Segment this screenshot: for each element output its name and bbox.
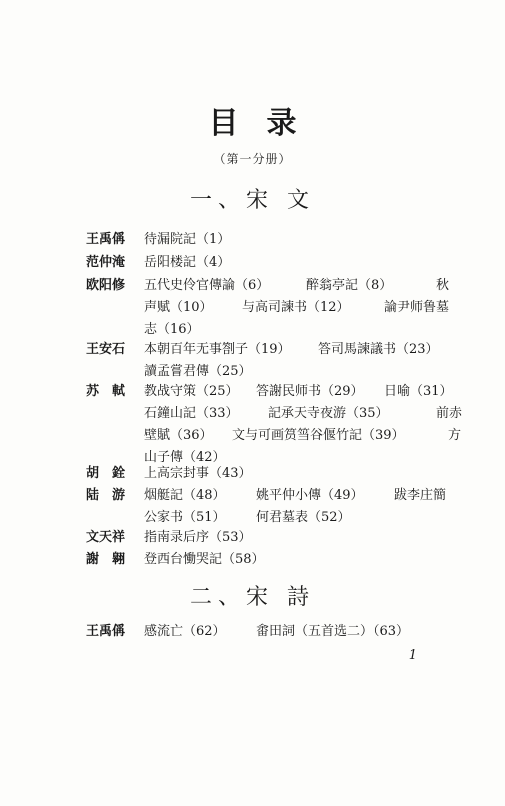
work-line	[144, 360, 474, 382]
work-title: 岳阳楼記（4）	[144, 255, 231, 270]
work-line	[144, 318, 474, 340]
work-title: 指南录后序（53）	[144, 530, 252, 545]
work-title: 志（16）	[144, 322, 200, 337]
work-line	[144, 424, 474, 446]
work-line	[144, 620, 474, 642]
author-name: 欧阳修	[86, 278, 126, 293]
work-title: 与高司諫书（12）	[242, 300, 350, 315]
author-name: 范仲淹	[86, 255, 126, 270]
work-line	[144, 296, 474, 318]
work-line	[144, 506, 474, 528]
work-title: 上高宗封事（43）	[144, 466, 252, 481]
work-line	[144, 484, 474, 506]
author-name: 苏 軾	[86, 384, 126, 399]
work-title: 醉翁亭記（8）	[306, 278, 393, 293]
work-title: 本朝百年无事劄子（19）	[144, 342, 291, 357]
work-title: 記承天寺夜游（35）	[268, 406, 389, 421]
work-line	[144, 251, 474, 273]
work-line	[144, 462, 474, 484]
work-line	[144, 526, 474, 548]
work-title: 日喻（31）	[384, 384, 453, 399]
author-name: 胡 銓	[86, 466, 126, 481]
author-name: 謝 翱	[86, 552, 126, 567]
section-heading-poetry: 二、宋 詩	[190, 585, 315, 610]
work-line	[144, 402, 474, 424]
work-title: 讀孟嘗君傳（25）	[144, 364, 252, 379]
work-title: 五代史伶官傳論（6）	[144, 278, 270, 293]
section-heading-prose: 一、宋 文	[190, 188, 315, 213]
work-title: 待漏院記（1）	[144, 232, 231, 247]
work-title: 畬田詞（五首选二）（63）	[256, 624, 410, 639]
work-line	[144, 548, 474, 570]
work-title: 感流亡（62）	[144, 624, 226, 639]
work-title: 公家书（51）	[144, 510, 226, 525]
work-title: 石鐘山記（33）	[144, 406, 239, 421]
page-title: 目录	[208, 106, 325, 141]
work-title: 登西台慟哭記（58）	[144, 552, 265, 567]
volume-label: （第一分册）	[213, 152, 292, 166]
work-title: 烟艇記（48）	[144, 488, 226, 503]
work-title: 文与可画筼筜谷偃竹記（39）	[232, 428, 405, 443]
work-line	[144, 338, 474, 360]
page-number: 1	[408, 648, 417, 663]
work-title: 山子傳（42）	[144, 450, 226, 465]
work-title: 論尹师鲁墓	[384, 300, 450, 315]
work-title: 姚平仲小傳（49）	[256, 488, 364, 503]
work-title: 前赤	[436, 406, 463, 421]
work-title: 答司馬諫議书（23）	[318, 342, 439, 357]
work-title: 答謝民师书（29）	[256, 384, 364, 399]
work-title: 何君墓表（52）	[256, 510, 351, 525]
author-name: 陆 游	[86, 488, 126, 503]
work-title: 教战守策（25）	[144, 384, 239, 399]
author-name: 王禹偁	[86, 232, 126, 247]
author-name: 王禹偁	[86, 624, 126, 639]
work-title: 跋李庄簡	[394, 488, 447, 503]
work-line	[144, 228, 474, 250]
work-title: 方	[448, 428, 462, 443]
work-title: 声赋（10）	[144, 300, 213, 315]
work-line	[144, 380, 474, 402]
work-line	[144, 274, 474, 296]
author-name: 王安石	[86, 342, 126, 357]
work-title: 秋	[436, 278, 450, 293]
work-title: 壁賦（36）	[144, 428, 213, 443]
author-name: 文天祥	[86, 530, 126, 545]
